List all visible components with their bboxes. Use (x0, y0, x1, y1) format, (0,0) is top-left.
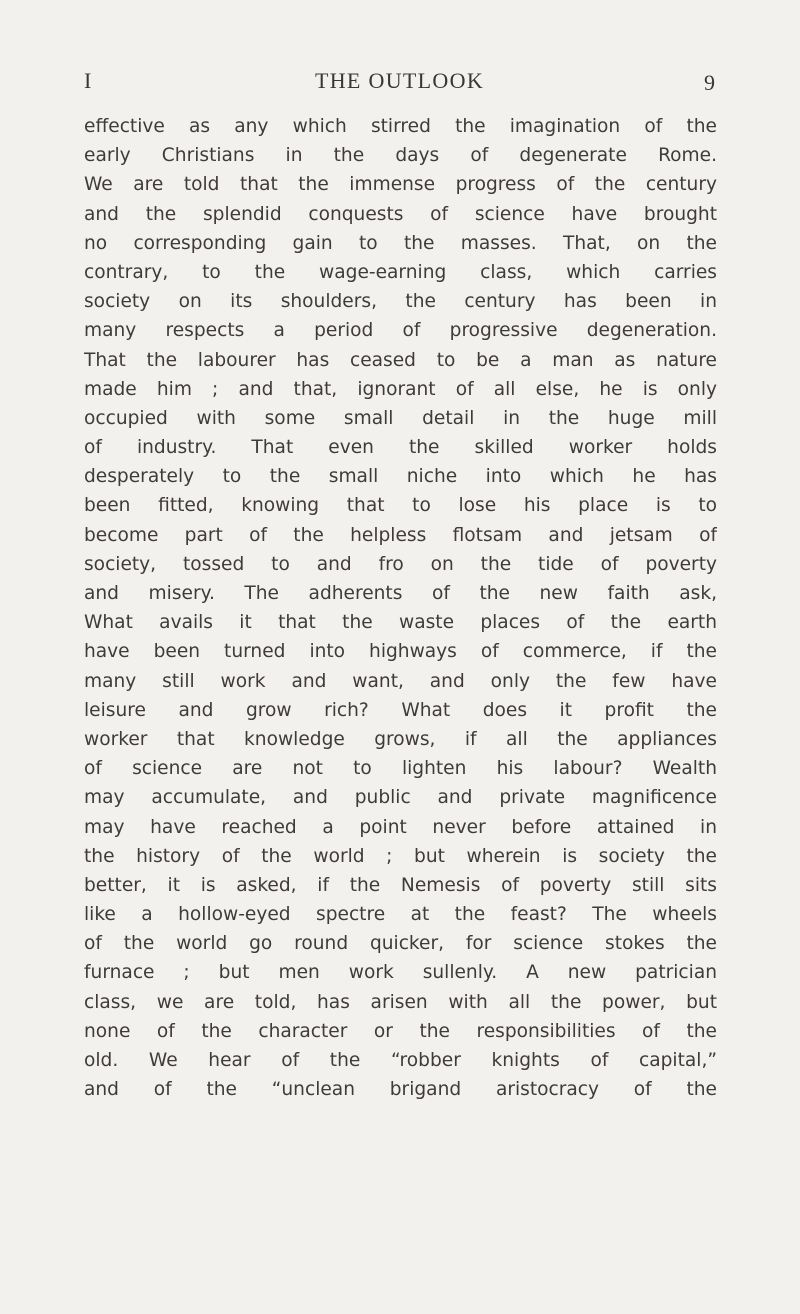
body-paragraph (84, 112, 717, 1104)
text-line: may have reached a point never before attained in (84, 816, 717, 838)
text-line: better, it is asked, if the Nemesis of poverty still sits (84, 874, 717, 896)
page-number: 9 (704, 70, 715, 95)
text-line: no corresponding gain to the masses. That, on the (84, 232, 717, 254)
text-line: desperately to the small niche into which he has (84, 466, 717, 488)
text-line: like a hollow-eyed spectre at the feast? The wheels (84, 904, 717, 926)
text-line: furnace ; but men work sullenly. A new patrician (84, 962, 717, 984)
text-line: and misery. The adherents of the new faith ask, (84, 583, 717, 604)
text-line: society on its shoulders, the century has been in (84, 291, 717, 313)
text-line: become part of the helpless flotsam and jetsam of (84, 524, 717, 546)
text-line: of industry. That even the skilled worker holds (84, 437, 717, 459)
text-line: the history of the world ; but wherein is society the (84, 845, 717, 867)
text-line: have been turned into highways of commerce, if the (84, 641, 717, 663)
text-line: early Christians in the days of degenerate Rome. (84, 145, 717, 167)
text-line: worker that knowledge grows, if all the appliances (84, 728, 717, 750)
text-line: What avails it that the waste places of the earth (84, 612, 717, 634)
text-line: of science are not to lighten his labour? Wealth (84, 758, 717, 780)
text-line: and the splendid conquests of science have brought (84, 203, 717, 225)
text-line: none of the character or the responsibilities of the (84, 1020, 717, 1042)
text-line: many respects a period of progressive degeneration. (84, 320, 717, 342)
text-line: That the labourer has ceased to be a man as nature (84, 349, 717, 371)
chapter-number: I (84, 68, 92, 93)
text-line: made him ; and that, ignorant of all else, he is only (84, 378, 717, 400)
text-line: and of the “unclean brigand aristocracy of the (84, 1079, 717, 1101)
text-line: contrary, to the wage-earning class, which carries (84, 261, 717, 283)
text-line: We are told that the immense progress of the century (84, 174, 717, 196)
text-line: been fitted, knowing that to lose his place is to (84, 495, 717, 517)
text-line: society, tossed to and fro on the tide of poverty (84, 553, 717, 575)
text-line: class, we are told, has arisen with all the power, but (84, 991, 717, 1013)
text-line: old. We hear of the “robber knights of capital,” (84, 1050, 717, 1071)
text-line: effective as any which stirred the imagination of the (84, 116, 717, 137)
text-line: occupied with some small detail in the huge mill (84, 407, 717, 429)
text-line: may accumulate, and public and private magnificence (84, 787, 717, 809)
running-head (84, 68, 715, 102)
text-line: leisure and grow rich? What does it profit the (84, 699, 717, 721)
text-line: of the world go round quicker, for science stokes the (84, 933, 717, 955)
running-title: THE OUTLOOK (314, 68, 485, 93)
text-line: many still work and want, and only the few have (84, 670, 717, 692)
